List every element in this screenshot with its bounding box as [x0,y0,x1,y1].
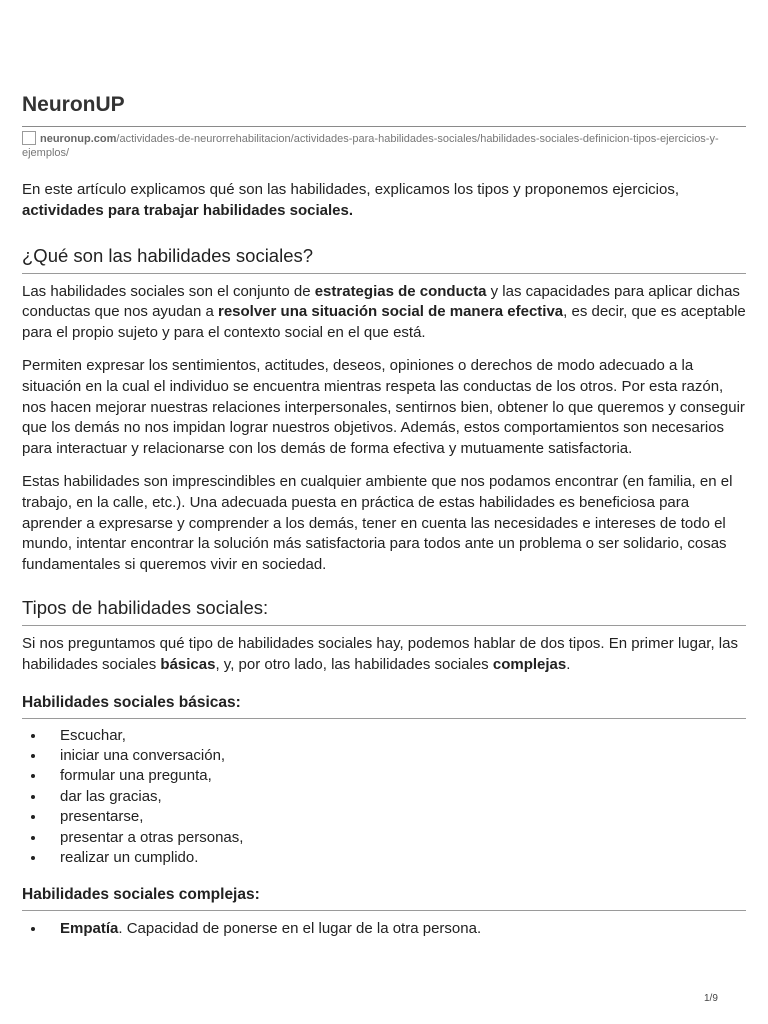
complex-skills-list [22,919,746,939]
paragraph: Permiten expresar los sentimientos, actitudes, deseos, opiniones o derechos de modo adecuado a la situación en la cual el individuo se encuentra mientras respeta las conductas de los otros. Por esta razón, nos hacen mejorar nuestras relaciones interpersonales, sentirnos bien, obtener lo que queremos y conseguir que los demás no nos impidan lograr nuestros objetivos. Además, estos comportamientos son necesarios para interactuar y relacionarse con los demás de forma efectiva y mutuamente satisfactoria. [22,356,745,458]
bold-text: estrategias de conducta [314,282,487,300]
text: . Capacidad de ponerse en el lugar de la otra persona. [118,920,482,938]
article-content [22,180,746,940]
intro-bold: actividades para trabajar habilidades sociales. [22,201,353,219]
list-item: • presentar a otras personas, [46,828,746,848]
site-title: NeuronUP [22,93,125,116]
text: Si nos preguntamos qué tipo de habilidades sociales hay, podemos hablar de dos tipos. En primer lugar, las habilidades sociales [22,634,738,673]
page-icon [22,131,36,145]
list-item: • realizar un cumplido. [46,848,746,868]
url-domain: neuronup.com [40,133,117,145]
list-item: • iniciar una conversación, [46,746,746,766]
bold-text: complejas [492,655,567,673]
basic-skills-list [22,726,746,869]
paragraph [22,634,746,676]
bold-text: básicas [160,655,216,673]
intro-paragraph [22,180,746,222]
subheading-complex: Habilidades sociales complejas: [22,885,746,911]
section-heading-types: Tipos de habilidades sociales: [22,596,746,626]
list-item: • Escuchar, [46,726,746,746]
page-number: 1/9 [704,993,718,1004]
url-path: /actividades-de-neurorrehabilitacion/actividades-para-habilidades-sociales/habilidades-sociales-definicion-tipos-ejercicios-y-ejemplos/ [22,133,719,159]
text: . [566,655,571,673]
list-item: • presentarse, [46,807,746,827]
paragraph [22,282,746,344]
list-item: • formular una pregunta, [46,766,746,786]
paragraph: Estas habilidades son imprescindibles en cualquier ambiente que nos podamos encontrar (en familia, en el trabajo, en la calle, etc.). Una adecuada puesta en práctica de estas habilidades es beneficiosa para aprender a expresarse y comprender a los demás, tener en cuenta las necesidades e intereses de todo el mundo, intentar encontrar la solución más satisfactoria para todos ante un problema o ser solidario, cosas fundamentales si queremos vivir en sociedad. [22,472,733,574]
list-item: • dar las gracias, [46,787,746,807]
section-heading-what: ¿Qué son las habilidades sociales? [22,244,746,274]
intro-text: En este artículo explicamos qué son las habilidades, explicamos los tipos y proponemos ejercicios, [22,181,680,198]
text: Las habilidades sociales son el conjunto de [22,282,315,300]
list-item [46,919,746,939]
text: y las capacidades para aplicar dichas conductas que nos ayudan a [22,282,740,321]
bold-text: resolver una situación social de manera efectiva [217,303,564,321]
title-divider [22,126,746,127]
source-url[interactable] [22,131,742,160]
subheading-basic: Habilidades sociales básicas: [22,693,746,719]
bold-text: Empatía [60,920,119,938]
text: , y, por otro lado, las habilidades sociales [215,655,493,673]
text: , es decir, que es aceptable para el propio sujeto y para el contexto social en el que está. [22,303,746,342]
